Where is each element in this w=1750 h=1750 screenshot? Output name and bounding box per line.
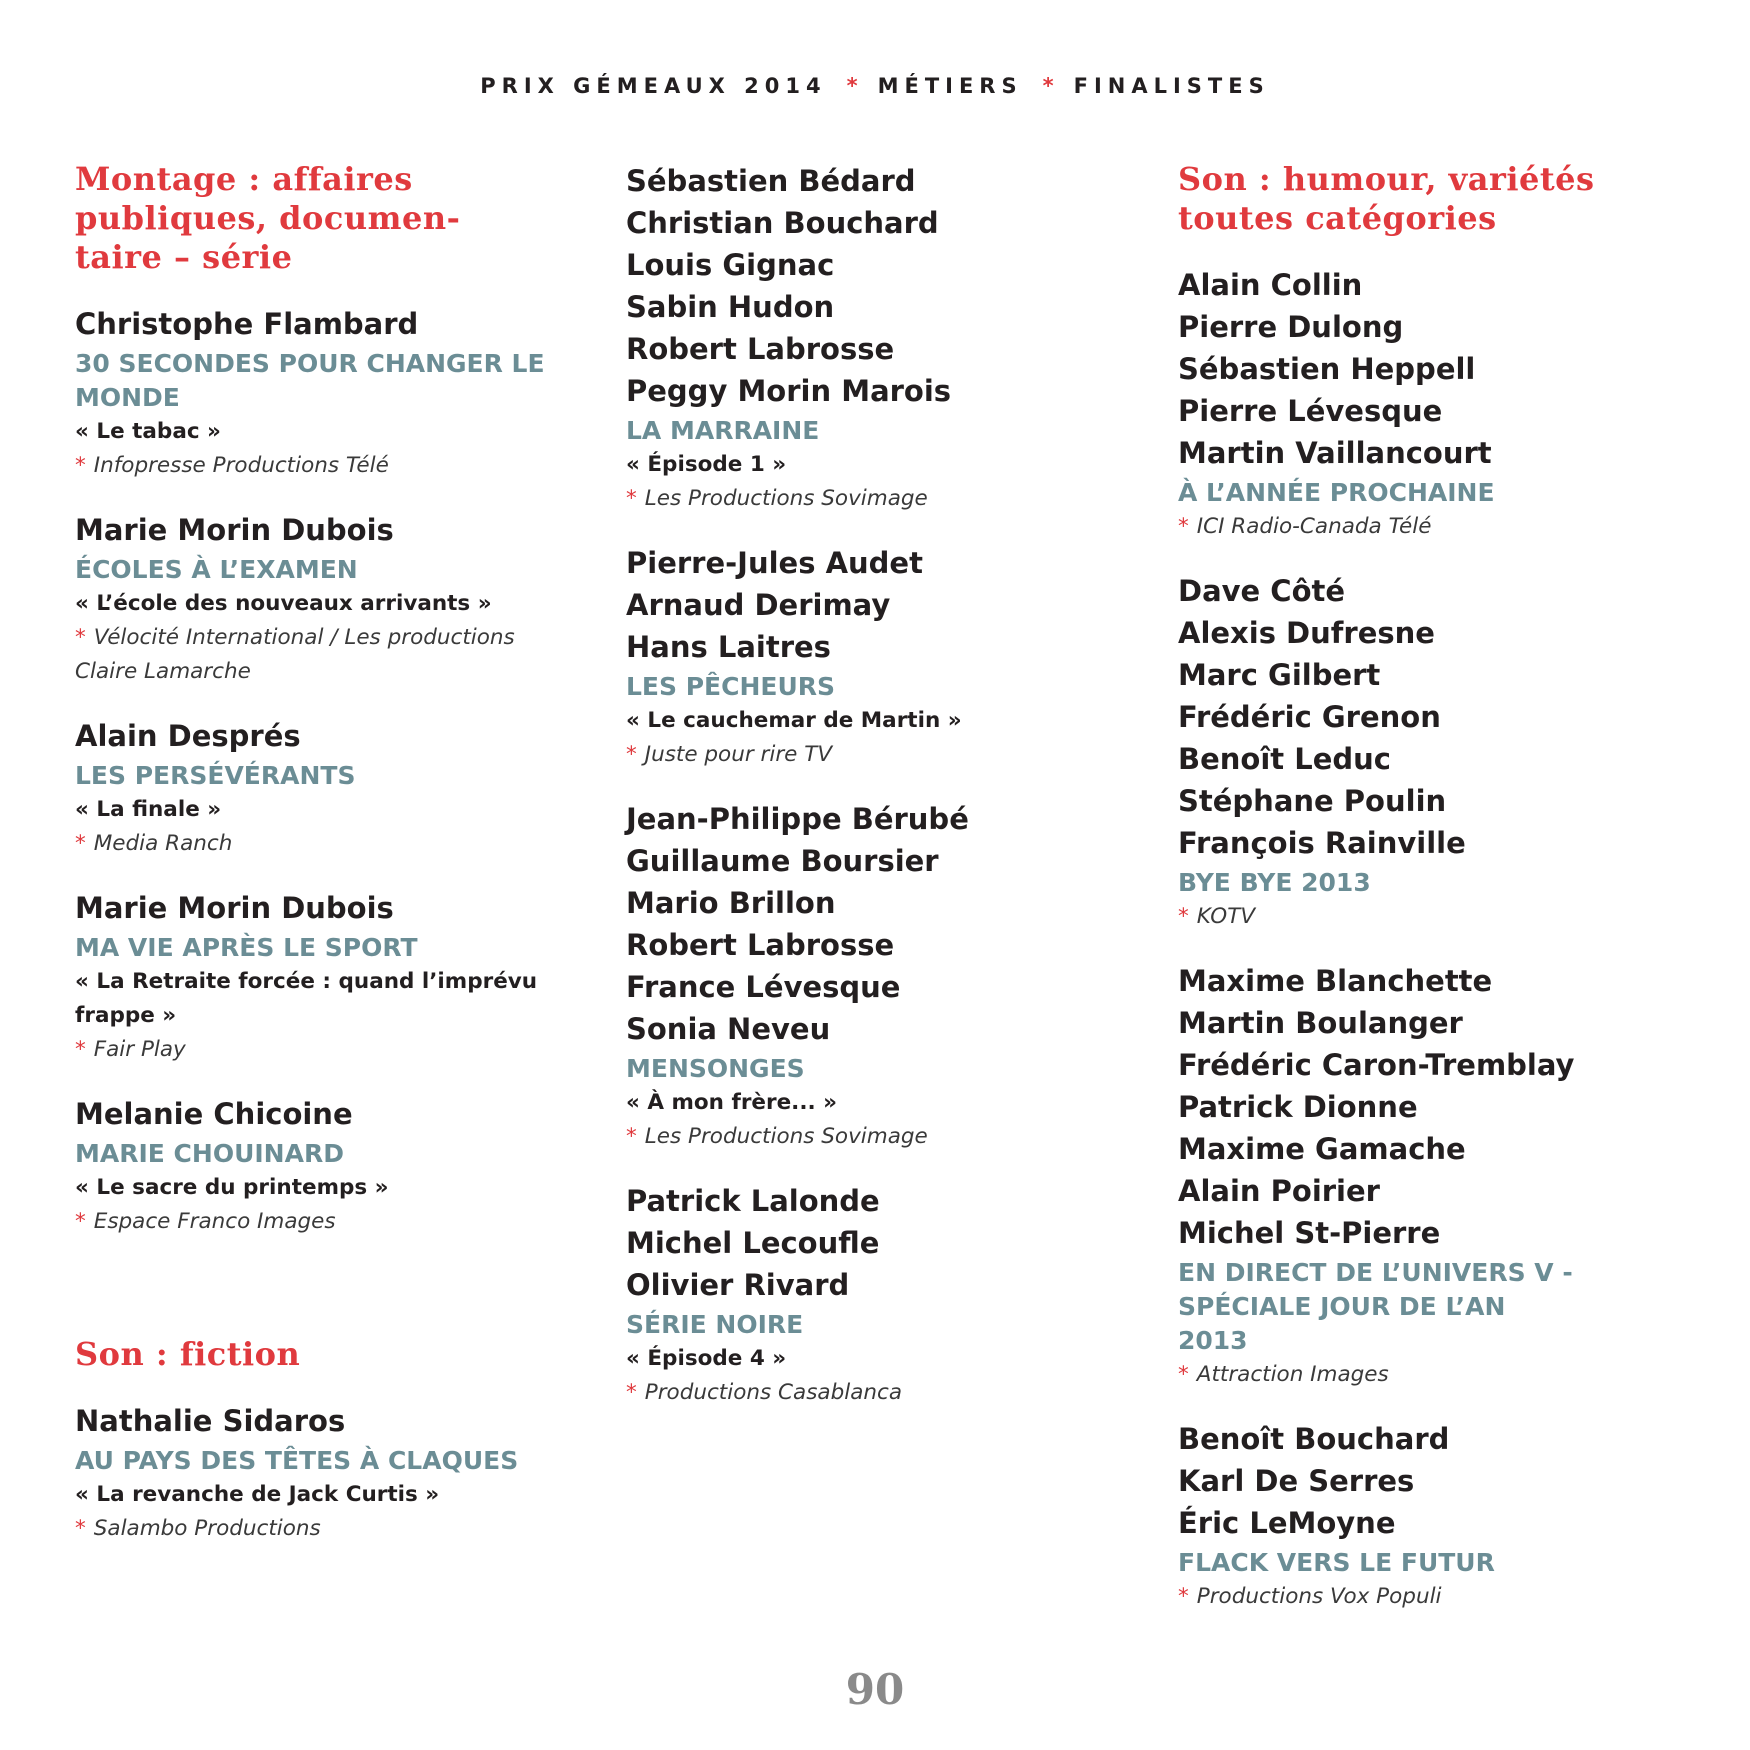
nominee-name: Arnaud Derimay	[626, 588, 891, 622]
header-subsection: FINALISTES	[1073, 74, 1270, 98]
column-2	[626, 160, 1096, 1436]
producer	[626, 482, 1096, 516]
nominee-name: Pierre Dulong	[1178, 310, 1404, 344]
nominee-name: Patrick Lalonde	[626, 1184, 880, 1218]
producer	[1178, 1580, 1698, 1614]
nominee-entry	[1178, 960, 1698, 1392]
category-title: Son : humour, variétés toutes catégories	[1178, 160, 1595, 237]
episode-title: « Le sacre du printemps »	[75, 1175, 389, 1200]
category-title: Montage : affaires publiques, documen-taire – série	[75, 160, 461, 276]
page-header	[0, 74, 1750, 98]
producer	[1178, 900, 1698, 934]
producer-name: Media Ranch	[93, 831, 233, 856]
show-title: MA VIE APRÈS LE SPORT	[75, 933, 418, 962]
producer-name: Vélocité International / Les productions Claire Lamarche	[75, 625, 515, 684]
nominee-name: Pierre Lévesque	[1178, 394, 1443, 428]
nominee-name: Marc Gilbert	[1178, 658, 1381, 692]
star-icon: *	[75, 1209, 86, 1234]
show-title: MENSONGES	[626, 1054, 805, 1083]
nominee-name: Melanie Chicoine	[75, 1097, 353, 1131]
nominee-name: Pierre-Jules Audet	[626, 546, 923, 580]
nominee-name: Jean-Philippe Bérubé	[626, 802, 969, 836]
nominee-entry	[1178, 264, 1698, 544]
nominee-name: Marie Morin Dubois	[75, 513, 394, 547]
show-title: 30 SECONDES POUR CHANGER LE MONDE	[75, 349, 545, 412]
nominee-name: Alain Poirier	[1178, 1174, 1380, 1208]
producer	[1178, 1358, 1698, 1392]
producer	[626, 738, 1096, 772]
episode-title: « Épisode 4 »	[626, 1346, 787, 1371]
nominee-name: Christian Bouchard	[626, 206, 939, 240]
producer-name: Fair Play	[93, 1037, 186, 1062]
nominee-name: Benoît Bouchard	[1178, 1422, 1450, 1456]
producer-name: Attraction Images	[1196, 1362, 1389, 1387]
producer	[75, 1033, 545, 1067]
producer-name: KOTV	[1196, 904, 1256, 929]
nominee-name: Sébastien Heppell	[1178, 352, 1476, 386]
star-icon: *	[626, 1380, 637, 1405]
nominee-name: Karl De Serres	[1178, 1464, 1415, 1498]
nominee-name: Martin Boulanger	[1178, 1006, 1463, 1040]
nominee-entry	[626, 798, 1096, 1154]
producer	[75, 827, 545, 861]
nominee-entry	[626, 1180, 1096, 1410]
header-section: MÉTIERS	[877, 74, 1023, 98]
header-event: PRIX GÉMEAUX 2014	[480, 74, 827, 98]
nominee-entry	[75, 887, 545, 1067]
nominee-entry	[1178, 1418, 1698, 1614]
episode-title: « Épisode 1 »	[626, 452, 787, 477]
producer-name: ICI Radio-Canada Télé	[1196, 514, 1432, 539]
nominee-name: Marie Morin Dubois	[75, 891, 394, 925]
column-1	[75, 160, 545, 1572]
nominee-name: Alain Després	[75, 719, 301, 753]
star-icon: *	[1178, 514, 1189, 539]
nominee-name: Patrick Dionne	[1178, 1090, 1418, 1124]
nominee-name: Sébastien Bédard	[626, 164, 916, 198]
star-icon: *	[626, 1124, 637, 1149]
producer	[626, 1120, 1096, 1154]
episode-title: « À mon frère... »	[626, 1090, 838, 1115]
episode-title: « Le cauchemar de Martin »	[626, 708, 962, 733]
nominee-name: Guillaume Boursier	[626, 844, 939, 878]
star-icon: *	[75, 1037, 86, 1062]
category-spacer	[75, 1265, 545, 1335]
star-icon: *	[1178, 904, 1189, 929]
nominee-name: Olivier Rivard	[626, 1268, 850, 1302]
producer	[75, 1205, 545, 1239]
nominee-name: Robert Labrosse	[626, 332, 895, 366]
show-title: ÉCOLES À L’EXAMEN	[75, 555, 358, 584]
column-3	[1178, 160, 1698, 1640]
nominee-entry	[75, 509, 545, 689]
show-title: AU PAYS DES TÊTES À CLAQUES	[75, 1446, 519, 1475]
nominee-entry	[75, 1093, 545, 1239]
nominee-name: Sabin Hudon	[626, 290, 835, 324]
producer-name: Productions Casablanca	[644, 1380, 903, 1405]
nominee-name: Frédéric Caron-Tremblay	[1178, 1048, 1575, 1082]
producer-name: Productions Vox Populi	[1196, 1584, 1442, 1609]
nominee-name: Benoît Leduc	[1178, 742, 1391, 776]
nominee-name: Dave Côté	[1178, 574, 1346, 608]
nominee-name: Nathalie Sidaros	[75, 1404, 346, 1438]
nominee-name: Christophe Flambard	[75, 307, 419, 341]
nominee-entry	[75, 303, 545, 483]
nominee-name: Frédéric Grenon	[1178, 700, 1441, 734]
producer-name: Les Productions Sovimage	[644, 1124, 928, 1149]
producer	[626, 1376, 1096, 1410]
show-title: LA MARRAINE	[626, 416, 820, 445]
producer-name: Les Productions Sovimage	[644, 486, 928, 511]
star-icon: *	[75, 625, 86, 650]
nominee-name: Maxime Blanchette	[1178, 964, 1493, 998]
nominee-name: Peggy Morin Marois	[626, 374, 952, 408]
producer	[75, 449, 545, 483]
category-title: Son : fiction	[75, 1335, 301, 1373]
nominee-name: Alexis Dufresne	[1178, 616, 1435, 650]
producer	[75, 621, 545, 689]
nominee-entry	[75, 715, 545, 861]
nominee-name: Martin Vaillancourt	[1178, 436, 1492, 470]
show-title: EN DIRECT DE L’UNIVERS V - SPÉCIALE JOUR DE L’AN 2013	[1178, 1258, 1573, 1355]
episode-title: « La Retraite forcée : quand l’imprévu frappe »	[75, 969, 538, 1028]
nominee-entry	[626, 542, 1096, 772]
star-icon: *	[75, 1516, 86, 1541]
nominee-entry	[1178, 570, 1698, 934]
nominee-entry	[75, 1400, 545, 1546]
nominee-name: Robert Labrosse	[626, 928, 895, 962]
producer	[1178, 510, 1698, 544]
producer	[75, 1512, 545, 1546]
star-icon: *	[626, 742, 637, 767]
star-icon: *	[626, 486, 637, 511]
nominee-name: Sonia Neveu	[626, 1012, 831, 1046]
star-icon: *	[75, 831, 86, 856]
producer-name: Juste pour rire TV	[644, 742, 833, 767]
header-separator: *	[1042, 74, 1054, 98]
nominee-name: Mario Brillon	[626, 886, 836, 920]
show-title: LES PÊCHEURS	[626, 672, 836, 701]
show-title: FLACK VERS LE FUTUR	[1178, 1548, 1495, 1577]
nominee-name: Michel Lecoufle	[626, 1226, 880, 1260]
show-title: MARIE CHOUINARD	[75, 1139, 344, 1168]
nominee-entry	[626, 160, 1096, 516]
star-icon: *	[1178, 1362, 1189, 1387]
nominee-name: Maxime Gamache	[1178, 1132, 1466, 1166]
star-icon: *	[1178, 1584, 1189, 1609]
nominee-name: Stéphane Poulin	[1178, 784, 1447, 818]
producer-name: Espace Franco Images	[93, 1209, 336, 1234]
page-number: 90	[845, 1665, 905, 1714]
nominee-name: François Rainville	[1178, 826, 1466, 860]
nominee-name: Michel St-Pierre	[1178, 1216, 1441, 1250]
episode-title: « Le tabac »	[75, 419, 221, 444]
show-title: SÉRIE NOIRE	[626, 1310, 804, 1339]
producer-name: Infopresse Productions Télé	[93, 453, 389, 478]
nominee-name: Alain Collin	[1178, 268, 1363, 302]
star-icon: *	[75, 453, 86, 478]
producer-name: Salambo Productions	[93, 1516, 321, 1541]
header-separator: *	[846, 74, 858, 98]
nominee-name: France Lévesque	[626, 970, 901, 1004]
episode-title: « L’école des nouveaux arrivants »	[75, 591, 492, 616]
nominee-name: Éric LeMoyne	[1178, 1506, 1396, 1540]
show-title: BYE BYE 2013	[1178, 868, 1371, 897]
episode-title: « La revanche de Jack Curtis »	[75, 1482, 440, 1507]
nominee-name: Louis Gignac	[626, 248, 835, 282]
show-title: À L’ANNÉE PROCHAINE	[1178, 478, 1495, 507]
nominee-name: Hans Laitres	[626, 630, 831, 664]
show-title: LES PERSÉVÉRANTS	[75, 761, 356, 790]
episode-title: « La finale »	[75, 797, 222, 822]
